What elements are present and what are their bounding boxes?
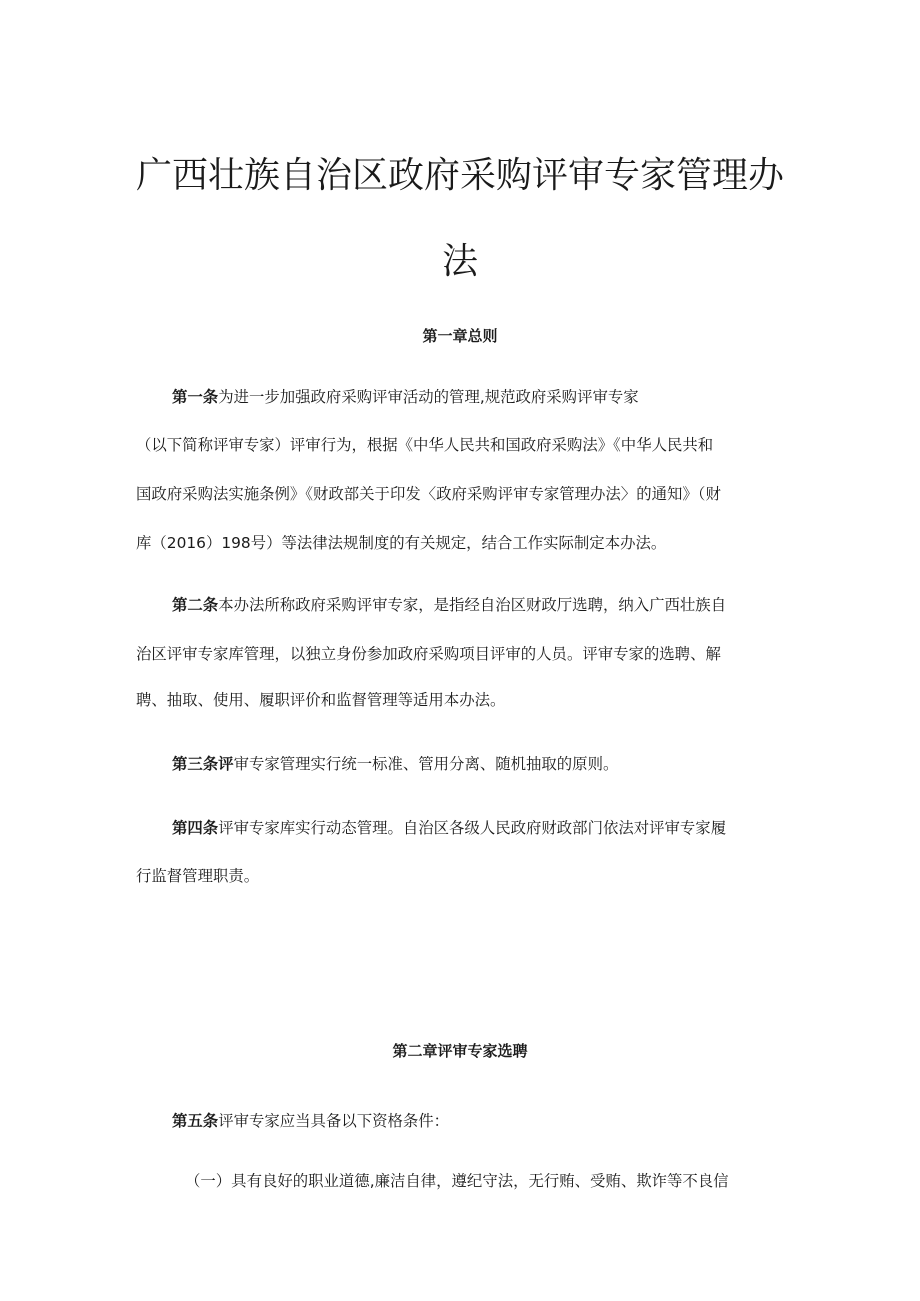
article-1-line-2: （以下简称评审专家）评审行为，根据《中华人民共和国政府采购法》《中华人民共和 xyxy=(136,436,714,454)
article-4-label: 第四条 xyxy=(172,819,219,837)
article-1-text-1: 为进一步加强政府采购评审活动的管理,规范政府采购评审专家 xyxy=(218,388,639,406)
article-3-text-1: 审专家管理实行统一标准、管用分离、随机抽取的原则。 xyxy=(233,755,619,773)
article-2-line-1 xyxy=(172,594,784,616)
article-2-text-1: 本办法所称政府采购评审专家，是指经自治区财政厅选聘，纳入广西壮族自 xyxy=(218,596,727,614)
article-4-line-2: 行监督管理职责。 xyxy=(136,867,260,885)
article-2-line-3: 聘、抽取、使用、履职评价和监督管理等适用本办法。 xyxy=(136,691,506,709)
chapter-heading-1: 第一章总则 xyxy=(422,327,498,345)
article-2-line-2: 治区评审专家库管理，以独立身份参加政府采购项目评审的人员。评审专家的选聘、解 xyxy=(136,645,721,663)
article-1-line-4: 库（2016）198号）等法律法规制度的有关规定，结合工作实际制定本办法。 xyxy=(136,534,667,552)
article-3-label: 第三条评 xyxy=(172,755,234,773)
article-5-line-1 xyxy=(172,1110,784,1132)
list-item-1-line-1: （一）具有良好的职业道德,廉洁自律，遵纪守法，无行贿、受贿、欺诈等不良信 xyxy=(185,1172,729,1190)
article-4-text-1: 评审专家库实行动态管理。自治区各级人民政府财政部门依法对评审专家履 xyxy=(218,819,727,837)
article-5-label: 第五条 xyxy=(172,1112,219,1130)
article-3-line-1 xyxy=(172,753,784,775)
chapter-heading-2: 第二章评审专家选聘 xyxy=(392,1042,528,1060)
article-2-label: 第二条 xyxy=(172,596,219,614)
article-4-line-1 xyxy=(172,817,784,839)
document-title-line-1: 广西壮族自治区政府采购评审专家管理办 xyxy=(135,155,784,196)
article-1-line-3: 国政府采购法实施条例》《财政部关于印发〈政府采购评审专家管理办法〉的通知》（财 xyxy=(136,485,721,503)
document-title-line-2: 法 xyxy=(441,241,478,282)
article-1-line-1 xyxy=(172,386,784,408)
article-1-label: 第一条 xyxy=(172,388,219,406)
article-5-text-1: 评审专家应当具备以下资格条件： xyxy=(218,1112,450,1130)
